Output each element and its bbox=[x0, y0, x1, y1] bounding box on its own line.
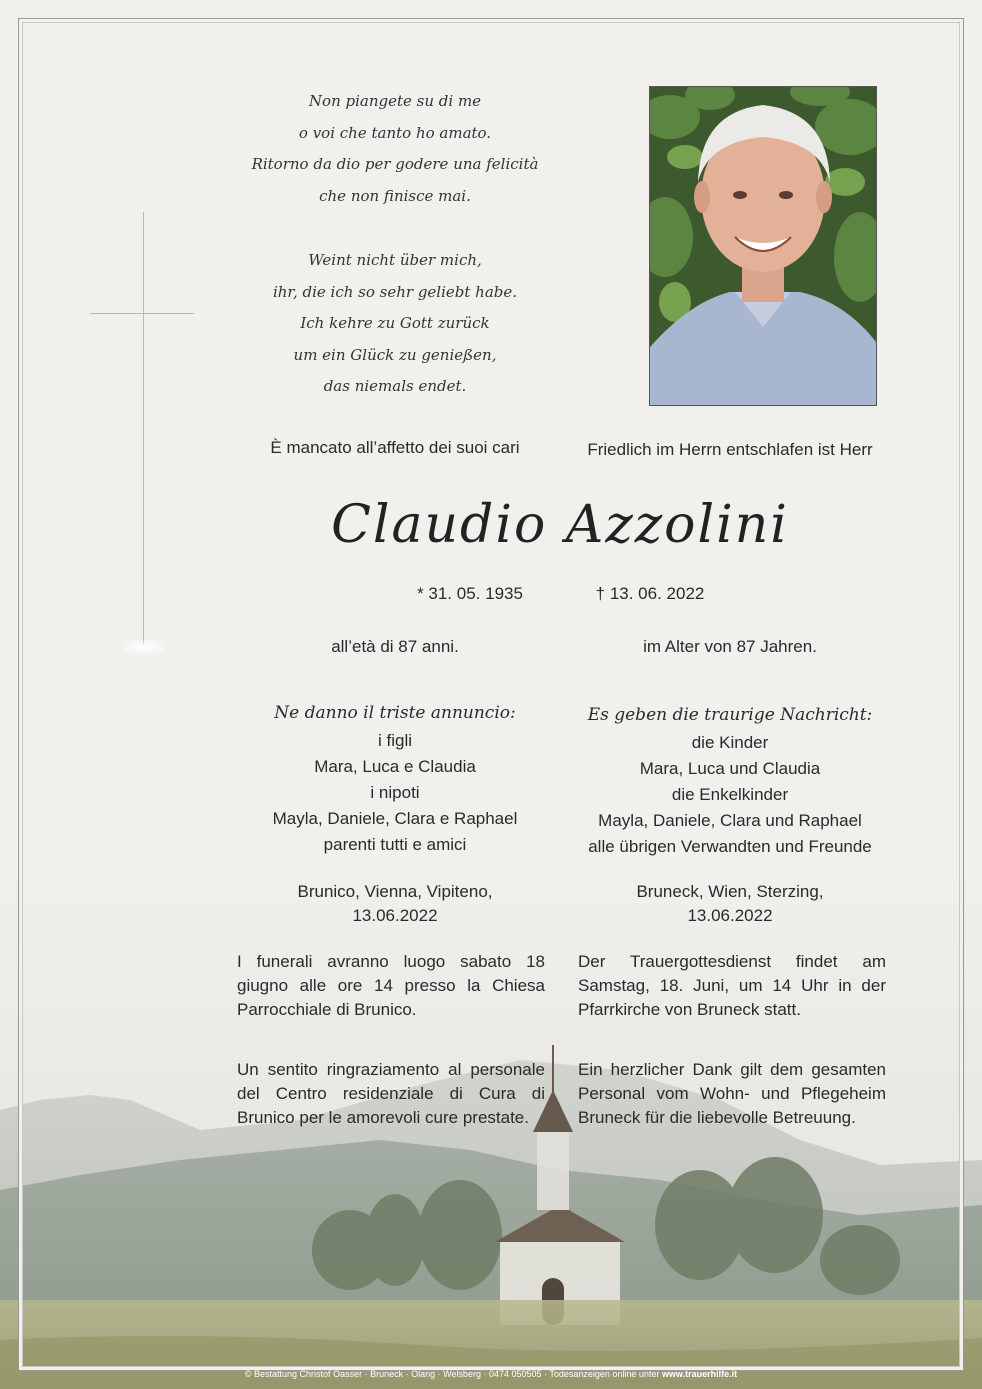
cross-icon-bar bbox=[90, 313, 194, 314]
announcement-line: Mayla, Daniele, Clara e Raphael bbox=[272, 809, 518, 828]
announcement-heading: Ne danno il triste annuncio: bbox=[274, 703, 516, 723]
portrait-photo bbox=[649, 86, 877, 406]
announcement-line: Mara, Luca und Claudia bbox=[639, 759, 821, 778]
footer-text: © Bestattung Christof Oasser · Bruneck · Olang · Welsberg · 0474 050505 · Todesanzeigen online unter bbox=[244, 1369, 662, 1379]
footer-website-link[interactable]: www.trauerhilfe.it bbox=[661, 1369, 738, 1379]
cross-glow bbox=[124, 640, 164, 654]
date: 13.06.2022 bbox=[687, 906, 773, 925]
poem-line: Ritorno da dio per godere una felicità bbox=[251, 155, 539, 173]
place-date-german bbox=[575, 880, 885, 928]
date: 13.06.2022 bbox=[352, 906, 438, 925]
announcement-line: i nipoti bbox=[370, 783, 420, 802]
deceased-name: Claudio Azzolini bbox=[331, 495, 789, 555]
announcement-line: Mayla, Daniele, Clara und Raphael bbox=[598, 811, 862, 830]
poem-line: Weint nicht über mich, bbox=[308, 251, 482, 269]
announcement-line: Mara, Luca e Claudia bbox=[314, 757, 476, 776]
age-italian: all’età di 87 anni. bbox=[331, 637, 459, 656]
place-date-italian bbox=[240, 880, 550, 928]
poem-line: Ich kehre zu Gott zurück bbox=[300, 314, 490, 332]
funeral-details-italian: I funerali avranno luogo sabato 18 giugno alle ore 14 presso la Chiesa Parrocchiale di Brunico. bbox=[237, 952, 545, 1019]
poem-line: che non finisce mai. bbox=[319, 186, 471, 205]
place: Bruneck, Wien, Sterzing, bbox=[636, 882, 824, 901]
death-date: † 13. 06. 2022 bbox=[595, 584, 705, 603]
intro-german: Friedlich im Herrn entschlafen ist Herr bbox=[587, 440, 873, 459]
announcement-line: alle übrigen Verwandten und Freunde bbox=[588, 837, 872, 856]
poem-italian bbox=[240, 86, 550, 212]
intro-italian: È mancato all’affetto dei suoi cari bbox=[270, 438, 520, 457]
age-german: im Alter von 87 Jahren. bbox=[643, 637, 817, 656]
place: Brunico, Vienna, Vipiteno, bbox=[297, 882, 493, 901]
poem-line: Non piangete su di me bbox=[308, 92, 482, 110]
poem-line: um ein Glück zu genießen, bbox=[293, 345, 497, 364]
poem-line: o voi che tanto ho amato. bbox=[298, 123, 492, 142]
announcement-line: i figli bbox=[377, 731, 412, 750]
cross-icon bbox=[143, 212, 144, 645]
thanks-italian: Un sentito ringraziamento al personale del Centro residenziale di Cura di Brunico per le amorevoli cure prestate. bbox=[237, 1060, 545, 1127]
poem-line: das niemals endet. bbox=[323, 377, 467, 395]
footer bbox=[0, 1369, 982, 1379]
thanks-german: Ein herzlicher Dank gilt dem gesamten Personal vom Wohn- und Pflegeheim Bruneck für die liebevolle Betreuung. bbox=[578, 1060, 886, 1127]
birth-date: * 31. 05. 1935 bbox=[417, 584, 523, 603]
announcement-italian bbox=[240, 700, 550, 858]
announcement-line: die Enkelkinder bbox=[671, 785, 789, 804]
poem-line: ihr, die ich so sehr geliebt habe. bbox=[272, 282, 518, 301]
funeral-details-german: Der Trauergottesdienst findet am Samstag, 18. Juni, um 14 Uhr in der Pfarrkirche von Bruneck statt. bbox=[578, 952, 886, 1019]
announcement-heading: Es geben die traurige Nachricht: bbox=[587, 705, 873, 725]
announcement-line: parenti tutti e amici bbox=[323, 835, 467, 854]
announcement-german bbox=[575, 702, 885, 860]
poem-german bbox=[240, 245, 550, 403]
announcement-line: die Kinder bbox=[691, 733, 769, 752]
